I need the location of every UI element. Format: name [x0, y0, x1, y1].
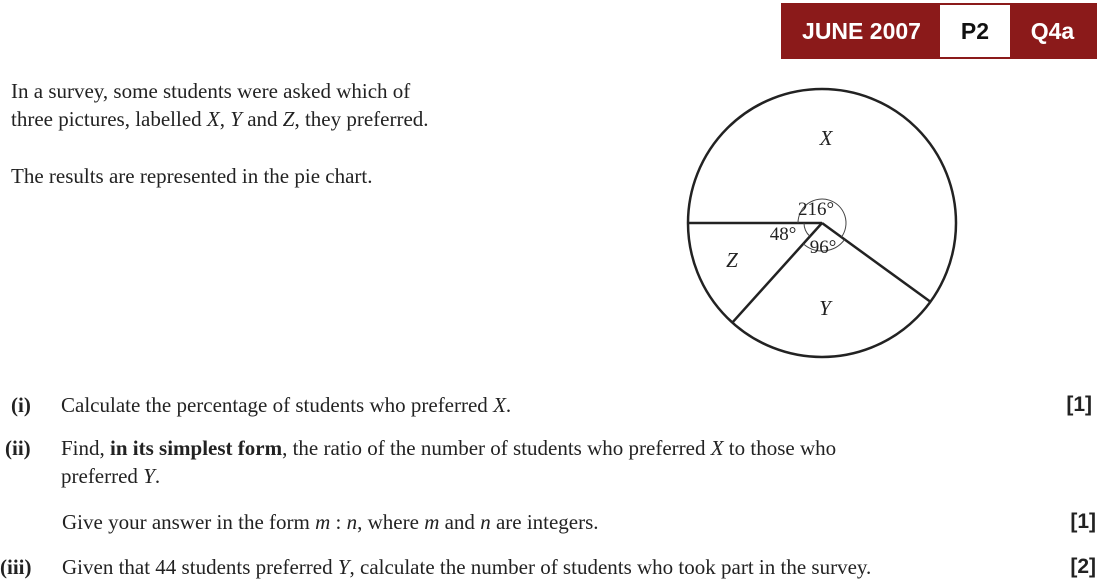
paper-number: P2: [940, 5, 1010, 57]
angle-label-z: 48°: [769, 224, 797, 245]
intro-paragraph: In a survey, some students were asked which of three pictures, labelled X, Y and Z, they preferred.: [11, 79, 429, 131]
sector-label-x: X: [819, 126, 833, 150]
sector-label-z: Z: [726, 248, 738, 272]
angle-label-x: 216°: [797, 199, 835, 220]
question-number: Q4a: [1010, 5, 1095, 57]
pie-boundary-1: [822, 223, 930, 302]
sector-label-y: Y: [819, 296, 831, 320]
marks-i: [1]: [1066, 393, 1092, 416]
marks-ii: [1]: [1070, 510, 1096, 533]
question-reference-tag: [781, 3, 1097, 59]
exam-date: JUNE 2007: [783, 5, 940, 57]
intro-chart-note: The results are represented in the pie chart.: [11, 164, 373, 188]
angle-arc-z: [804, 223, 810, 236]
angle-label-y: 96°: [809, 237, 837, 258]
marks-iii: [2]: [1070, 555, 1096, 578]
pie-chart: [680, 85, 960, 370]
